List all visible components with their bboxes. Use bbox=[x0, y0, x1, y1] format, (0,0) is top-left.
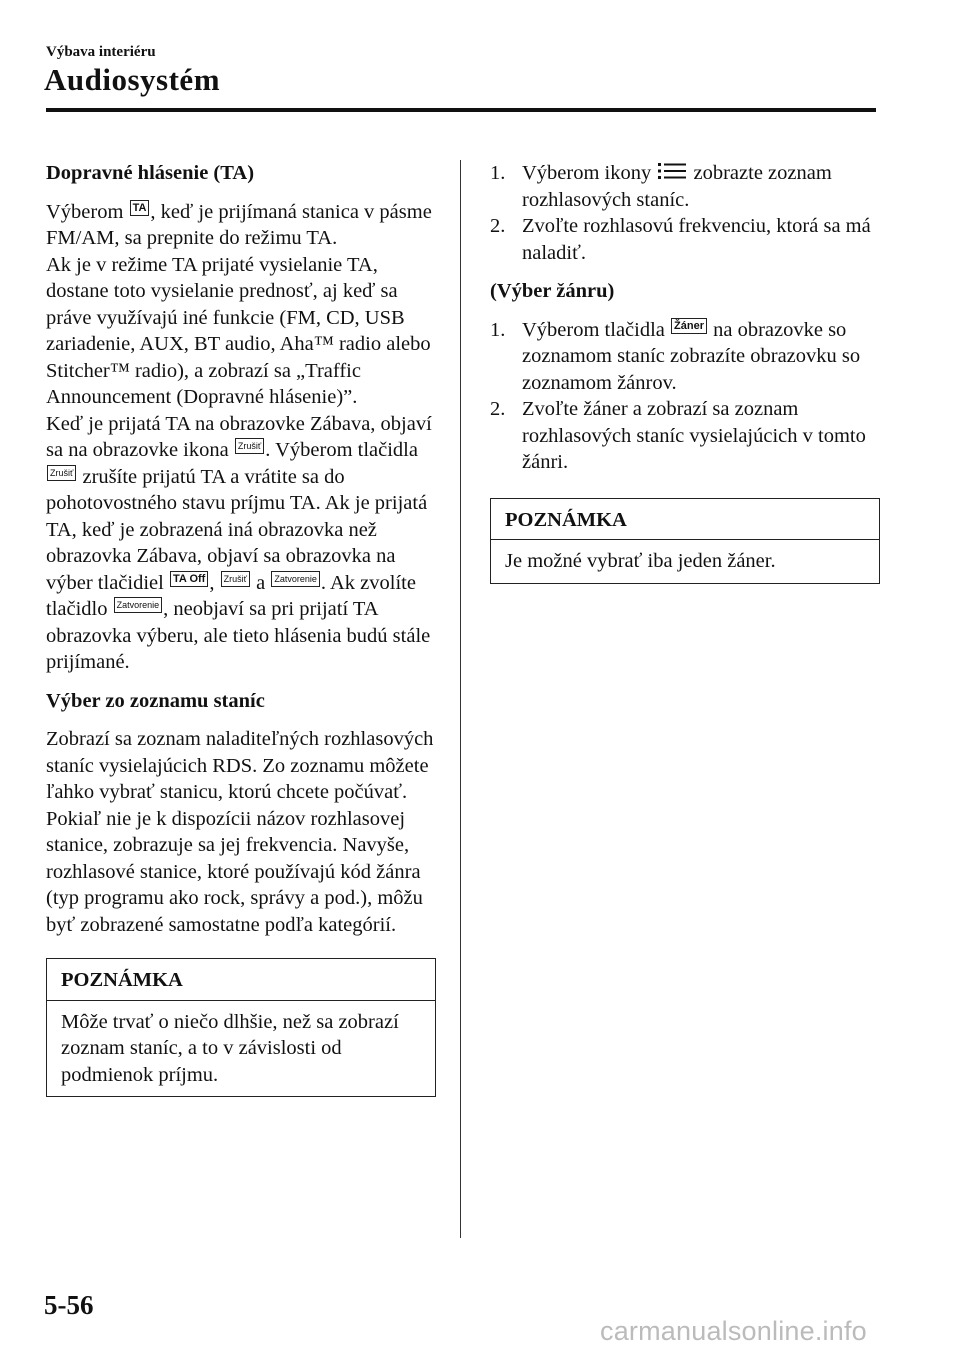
zatvorenie-button: Zatvorenie bbox=[271, 571, 320, 587]
note-heading: POZNÁMKA bbox=[491, 499, 879, 541]
watermark: carmanualsonline.info bbox=[600, 1316, 867, 1346]
note-heading: POZNÁMKA bbox=[47, 959, 435, 1001]
ta-paragraph-3: Keď je prijatá TA na obrazovke Zábava, objaví sa na obrazovke ikona Zrušiť . Výberom tlačidla Zrušiť zrušíte prijatú TA a vrátite sa do pohotovostného stavu príjmu TA. Ak je prijatá TA, keď je zobrazená iná obrazovka než obrazovka Zábava, objaví sa obrazovka na výber tlačidiel TA Off , Zrušiť a Zatvorenie . Ak zvolíte tlačidlo Zatvorenie , neobjaví sa pri prijatí TA obrazovka výberu, ale tieto hlásenia budú stále prijímané. bbox=[46, 412, 432, 673]
list-item: 2. Zvoľte žáner a zobrazí sa zoznam rozhlasových staníc vysielajúcich v tomto žánri. bbox=[490, 398, 866, 473]
right-column bbox=[490, 160, 880, 584]
list-item: 1. Výberom ikony zobrazte zoznam rozhlasových staníc. bbox=[490, 162, 832, 211]
ta-button: TA bbox=[130, 200, 150, 216]
station-list-heading: Výber zo zoznamu staníc bbox=[46, 689, 265, 712]
ta-paragraph-1: Výberom TA , keď je prijímaná stanica v pásme FM/AM, sa prepnite do režimu TA. bbox=[46, 200, 432, 249]
page-number: 5-56 bbox=[44, 1290, 94, 1320]
header-rule bbox=[46, 108, 876, 112]
zaner-button: Žáner bbox=[671, 318, 707, 334]
station-list-paragraph: Zobrazí sa zoznam naladiteľných rozhlasových staníc vysielajúcich RDS. Zo zoznamu môžete ľahko vybrať stanicu, ktorú chcete počúvať. Pokiaľ nie je k dispozícii názov rozhlasovej stanice, zobrazuje sa jej frekvencia. Navyše, rozhlasové stanice, ktoré používajú kód žánra (typ programu ako rock, správy a pod.), môžu byť zobrazené samostatne podľa kategórií. bbox=[46, 728, 434, 936]
ta-heading: Dopravné hlásenie (TA) bbox=[46, 162, 255, 184]
genre-heading: (Výber žánru) bbox=[490, 280, 615, 302]
left-column bbox=[46, 160, 436, 1097]
zrusit-button: Zrušiť bbox=[235, 438, 264, 454]
ta-paragraph-2: Ak je v režime TA prijaté vysielanie TA, dostane toto vysielanie prednosť, aj keď sa práve využívajú iné funkcie (FM, CD, USB zariadenie, AUX, BT audio, Aha™ radio alebo Stitcher™ radio), a zobrazí sa „Traffic Announcement (Dopravné hlásenie)”. bbox=[46, 253, 431, 408]
zrusit-button: Zrušiť bbox=[47, 465, 76, 481]
note-text: Je možné vybrať iba jeden žáner. bbox=[505, 550, 776, 572]
list-item: 1. Výberom tlačidla Žáner na obrazovke so zoznamom staníc zobrazíte obrazovku so zoznamom žánrov. bbox=[490, 318, 861, 394]
section-label: Výbava interiéru bbox=[46, 44, 156, 60]
ta-off-button: TA Off bbox=[170, 571, 208, 587]
zrusit-button: Zrušiť bbox=[221, 571, 250, 587]
note-text: Môže trvať o niečo dlhšie, než sa zobrazí zoznam staníc, a to v závislosti od podmienok príjmu. bbox=[61, 1010, 399, 1086]
list-icon bbox=[658, 162, 686, 180]
note-box-left bbox=[46, 958, 436, 1097]
note-box-right bbox=[490, 498, 880, 584]
page-title: Audiosystém bbox=[44, 62, 221, 97]
column-divider bbox=[460, 160, 461, 1238]
station-steps bbox=[490, 160, 880, 266]
zatvorenie-button: Zatvorenie bbox=[114, 597, 163, 613]
genre-steps bbox=[490, 317, 880, 476]
list-item: 2. Zvoľte rozhlasovú frekvenciu, ktorá sa má naladiť. bbox=[490, 215, 871, 264]
